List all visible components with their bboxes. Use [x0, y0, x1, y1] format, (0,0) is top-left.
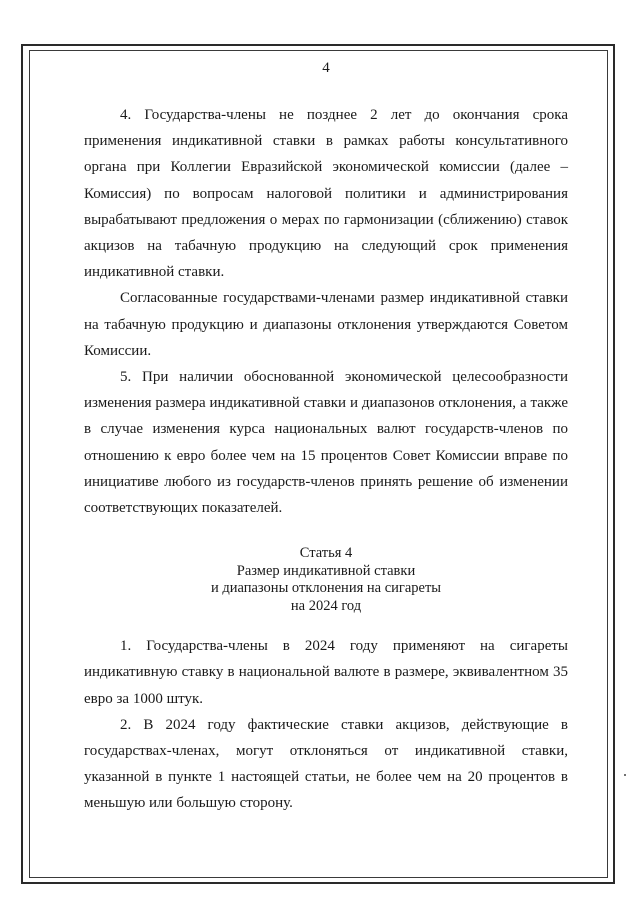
section-gap: [84, 521, 568, 545]
paragraph-4: 4. Государства-члены не позднее 2 лет до окончания срока применения индикативной ставки в рамках работы консультативного органа при Коллегии Евразийской экономической комиссии (далее – Комиссия) по вопросам налоговой политики и администрирования вырабатывают предложения о мерах по гармонизации (сближению) ставок акцизов на табачную продукцию на следующий срок применения индикативной ставки.: [84, 107, 568, 281]
scan-speck: [624, 774, 626, 776]
page-number: 4: [322, 60, 330, 76]
article-title-line2: и диапазоны отклонения на сигареты: [210, 580, 442, 597]
paragraph-5: 5. При наличии обоснованной экономической целесообразности изменения размера индикативной ставки и диапазонов отклонения, а также в случае изменения курса национальных валют государств-членов по отношению к евро более чем на 15 процентов Совет Комиссии вправе по инициативе любого из государств-членов принять решение об изменении соответствующих показателей.: [84, 369, 568, 517]
paragraph-approval: Согласованные государствами-членами размер индикативной ставки на табачную продукцию и диапазоны отклонения утверждаются Советом Комиссии.: [84, 290, 568, 359]
article-paragraph-2: 2. В 2024 году фактические ставки акцизов, действующие в государствах-членах, могут отклоняться от индикативной ставки, указанной в пункте 1 настоящей статьи, не более чем на 20 процентов в меньшую или большую сторону.: [84, 716, 568, 812]
article-title-line1: Размер индикативной ставки: [236, 562, 416, 579]
article-paragraph-1: 1. Государства-члены в 2024 году применяют на сигареты индикативную ставку в национальной валюте в размере, эквивалентном 35 евро за 1000 штук.: [84, 638, 568, 707]
article-number: Статья 4: [299, 545, 353, 562]
article-heading: [84, 545, 568, 615]
article-title-line3: на 2024 год: [290, 597, 362, 614]
document-page: [84, 54, 568, 817]
